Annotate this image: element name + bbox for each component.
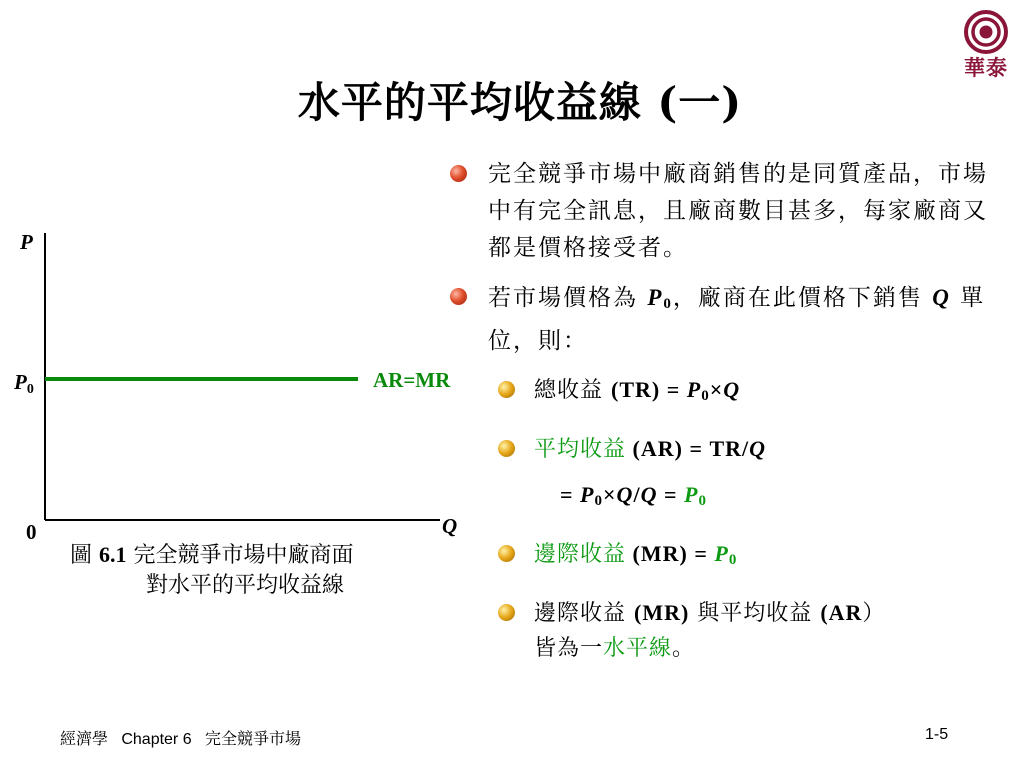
ar-equation-continued: [448, 477, 1008, 519]
bullet-text: ，廠商在此價格下銷售: [672, 285, 933, 311]
footer-chapter: 經濟學 Chapter 6 完全競爭市場: [60, 731, 301, 748]
y-axis-label: P: [20, 230, 33, 254]
ar-mr-label: AR=MR: [373, 368, 451, 392]
var-p: P: [686, 377, 702, 402]
gold-bullet-icon: [498, 381, 515, 398]
ar-abbr: (AR: [820, 600, 863, 625]
bullet-horizontal-line: [448, 595, 1008, 666]
logo-rings-icon: [958, 8, 1014, 58]
sub-0: 0: [698, 493, 707, 509]
bullet-homogeneous: [448, 156, 1008, 267]
bullet-market-price: [448, 279, 1008, 360]
gold-bullet-icon: [498, 604, 515, 621]
slash: /: [633, 482, 641, 507]
sub-0: 0: [701, 388, 710, 404]
figure-caption: [70, 540, 450, 601]
caption-prefix: 圖: [70, 543, 99, 568]
x-axis-label: Q: [442, 514, 458, 538]
caption-number: 6.1: [99, 542, 127, 567]
p0-label-sub: 0: [26, 382, 34, 397]
sub-0: 0: [728, 552, 738, 568]
red-bullet-icon: [450, 288, 467, 305]
caption-line-1: [70, 540, 450, 571]
tr-label: 總收益: [534, 378, 611, 403]
times-sign: ×: [603, 482, 617, 507]
tr-abbr: (TR) =: [611, 377, 687, 402]
var-p: P: [684, 482, 699, 507]
bullet-text: 邊際收益: [534, 601, 634, 626]
equals-sign: =: [560, 482, 581, 507]
bullet-list: [448, 156, 1008, 683]
horizontal-line-term: 水平線: [603, 636, 673, 661]
bullet-text: 若市場價格為: [488, 285, 648, 311]
page-title: 水平的平均收益線 (一): [297, 78, 743, 127]
caption-text-1: 完全競爭市場中廠商面: [126, 543, 354, 568]
var-p: P: [714, 541, 729, 566]
equals-sign: =: [657, 482, 684, 507]
logo-text: 華泰: [964, 56, 1008, 80]
var-p: P: [580, 482, 595, 507]
bullet-text: 皆為一: [534, 636, 604, 661]
var-q: Q: [749, 436, 767, 461]
paren-close: ）: [862, 601, 886, 626]
mr-expr: (MR) =: [626, 541, 715, 566]
bullet-total-revenue: [448, 372, 1008, 414]
mr-abbr: (MR): [634, 600, 690, 625]
bullet-marginal-revenue: [448, 536, 1008, 578]
gold-bullet-icon: [498, 440, 515, 457]
var-q: Q: [723, 377, 741, 402]
origin-label: 0: [26, 520, 37, 544]
var-p: P: [647, 285, 664, 310]
var-q: Q: [932, 285, 951, 310]
times-sign: ×: [709, 377, 724, 402]
bullet-text: 與平均收益: [689, 601, 821, 626]
bullet-text: 完全競爭市場中廠商銷售的是同質產品，市場中有完全訊息，且廠商數目甚多，每家廠商又都是價格接受者。: [488, 161, 988, 261]
caption-line-2: 對水平的平均收益線: [146, 573, 345, 598]
gold-bullet-icon: [498, 545, 515, 562]
sub-0: 0: [663, 296, 673, 312]
sub-0: 0: [594, 493, 603, 509]
p0-label-p: P: [14, 370, 27, 394]
bullet-average-revenue: [448, 431, 1008, 467]
ar-expr: (AR) = TR/: [626, 436, 750, 461]
bullet-text: 。: [672, 636, 696, 661]
red-bullet-icon: [450, 165, 467, 182]
bullet-text: 單位，則：: [488, 285, 986, 354]
footer-page-number: 1-5: [925, 726, 949, 743]
p0-label: [13, 370, 34, 397]
ar-mr-graph: [0, 215, 480, 555]
var-q: Q: [640, 482, 658, 507]
ar-label: 平均收益: [534, 437, 627, 462]
var-q: Q: [616, 482, 634, 507]
mr-label: 邊際收益: [534, 542, 627, 567]
